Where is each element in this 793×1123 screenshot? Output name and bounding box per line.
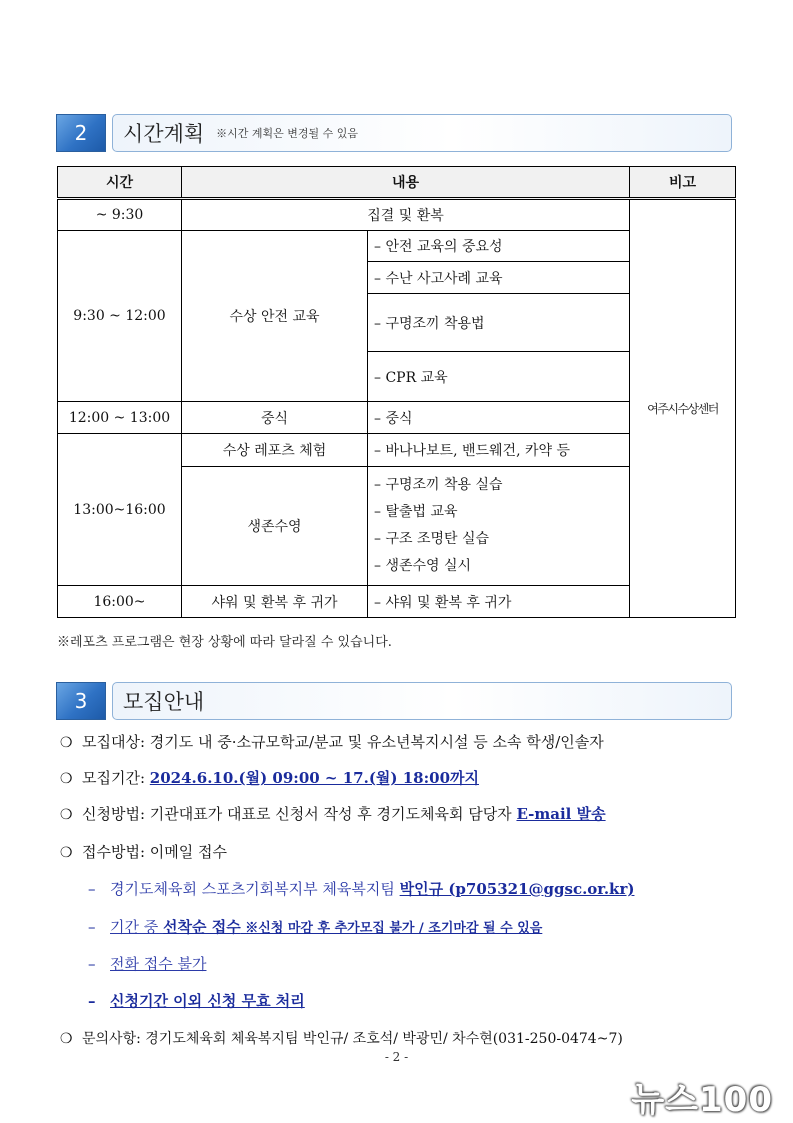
time-cell: 12:00 ~ 13:00 [58, 402, 182, 434]
table-row [58, 199, 736, 231]
program-cell: 중식 [182, 402, 368, 434]
target-value: 경기도 내 중·소규모학교/분교 및 유소년복지시설 등 소속 학생/인솔자 [149, 733, 604, 751]
info-target [60, 731, 750, 752]
header-content: 내용 [182, 167, 630, 199]
invalid-note: 신청기간 이외 신청 무효 처리 [110, 992, 305, 1010]
page-number: - 2 - [384, 1050, 409, 1064]
remark-cell: 여주시수상센터 [630, 199, 736, 618]
dash-first-come [88, 916, 542, 937]
detail-line: – 구조 조명탄 실습 [374, 531, 490, 547]
detail-cell: – CPR 교육 [368, 352, 630, 402]
detail-cell: – 샤워 및 환복 후 귀가 [368, 586, 630, 618]
circle-bullet-icon: ❍ [60, 1031, 73, 1047]
dash-invalid [88, 990, 305, 1011]
detail-line: – 탈출법 교육 [374, 504, 458, 520]
section-2-note: ※시간 계획은 변경될 수 있음 [216, 127, 359, 140]
circle-bullet-icon: ❍ [60, 735, 73, 751]
receipt-value: 이메일 접수 [149, 843, 228, 861]
section-3-header [56, 682, 732, 720]
section-3-title-box [112, 682, 732, 720]
section-3-title: 모집안내 [123, 690, 205, 714]
method-label: 신청방법: [82, 805, 150, 823]
dash-bullet: – [88, 918, 96, 936]
section-2-title-box [112, 114, 732, 152]
period-label: 모집기간: [82, 769, 150, 787]
inquiry-value: 경기도체육회 체육복지팀 박인규/ 조호석/ 박광민/ 차수현(031-250-0474~7) [145, 1031, 623, 1047]
watermark-logo: 뉴스100 [631, 1080, 773, 1120]
table-header-row [58, 167, 736, 199]
inquiry-label: 문의사항: [82, 1031, 146, 1047]
circle-bullet-icon: ❍ [60, 845, 73, 861]
time-cell: ~ 9:30 [58, 199, 182, 231]
section-2-header [56, 114, 732, 152]
time-cell: 9:30 ~ 12:00 [58, 231, 182, 402]
table-footnote: ※레포츠 프로그램은 현장 상황에 따라 달라질 수 있습니다. [57, 635, 392, 650]
info-receipt [60, 841, 750, 862]
dash-bullet: – [88, 992, 96, 1010]
header-remark: 비고 [630, 167, 736, 199]
first-come-a: 기간 중 [110, 918, 164, 936]
info-method [60, 803, 750, 824]
content-cell: 집결 및 환복 [182, 199, 630, 231]
program-cell: 샤워 및 환복 후 귀가 [182, 586, 368, 618]
target-label: 모집대상: [82, 733, 150, 751]
section-2-number: 2 [56, 114, 106, 152]
time-cell: 16:00~ [58, 586, 182, 618]
method-value: 기관대표가 대표로 신청서 작성 후 경기도체육회 담당자 [149, 805, 517, 823]
dash-phone [88, 953, 206, 974]
contact-person[interactable]: 박인규 (p705321@ggsc.or.kr) [399, 880, 635, 898]
header-time: 시간 [58, 167, 182, 199]
schedule-table [57, 166, 736, 618]
detail-line: – 생존수영 실시 [374, 558, 472, 574]
section-2-title: 시간계획 [123, 122, 205, 146]
dash-bullet: – [88, 955, 96, 973]
dash-contact [88, 878, 634, 899]
period-value: 2024.6.10.(월) 09:00 ~ 17.(월) 18:00까지 [149, 769, 479, 787]
first-come-b: 선착순 접수 [163, 918, 241, 936]
circle-bullet-icon: ❍ [60, 807, 73, 823]
detail-cell: – 중식 [368, 402, 630, 434]
detail-cell-multi [368, 467, 630, 586]
detail-line: – 구명조끼 착용 실습 [374, 477, 503, 493]
contact-org: 경기도체육회 스포츠기회복지부 체육복지팀 [110, 880, 400, 898]
first-come-c: ※신청 마감 후 추가모집 불가 / 조기마감 될 수 있음 [240, 921, 543, 936]
method-emph: E-mail 발송 [516, 805, 606, 823]
circle-bullet-icon: ❍ [60, 771, 73, 787]
program-cell: 수상 레포츠 체험 [182, 434, 368, 467]
detail-cell: – 안전 교육의 중요성 [368, 231, 630, 262]
program-cell: 수상 안전 교육 [182, 231, 368, 402]
receipt-label: 접수방법: [82, 843, 150, 861]
detail-cell: – 바나나보트, 밴드웨건, 카약 등 [368, 434, 630, 467]
program-cell: 생존수영 [182, 467, 368, 586]
phone-note: 전화 접수 불가 [110, 955, 207, 973]
detail-cell: – 구명조끼 착용법 [368, 294, 630, 352]
section-3-number: 3 [56, 682, 106, 720]
detail-cell: – 수난 사고사례 교육 [368, 262, 630, 294]
dash-bullet: – [88, 880, 96, 898]
time-cell: 13:00~16:00 [58, 434, 182, 586]
info-inquiry [60, 1028, 750, 1048]
info-period [60, 767, 750, 788]
